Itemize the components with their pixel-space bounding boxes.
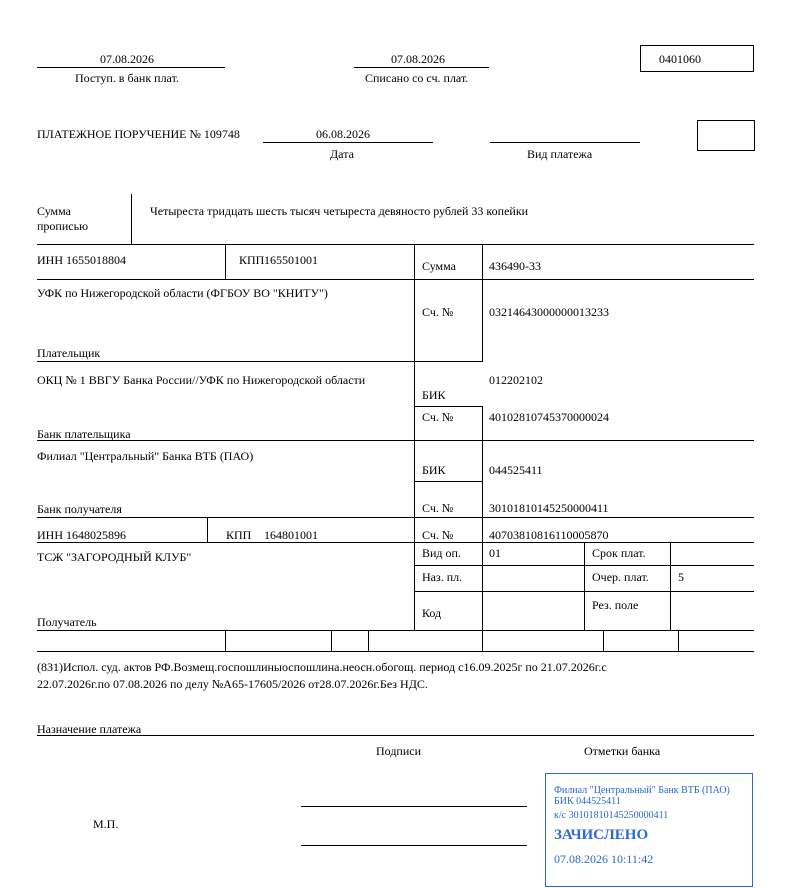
payee-bank-bik: 044525411 — [489, 463, 543, 477]
signature-line-1 — [301, 806, 527, 807]
payee-bank-label: Банк получателя — [37, 502, 122, 516]
payment-type-line — [490, 142, 640, 143]
row-line — [414, 406, 483, 407]
tax-field-divider — [482, 630, 483, 651]
payer-account-label: Сч. № — [422, 305, 454, 319]
row-line — [37, 542, 754, 543]
payer-inn: ИНН 1655018804 — [37, 253, 126, 267]
form-code-box — [640, 45, 754, 72]
row-line — [37, 440, 754, 441]
payer-bank-bik-label: БИК — [422, 388, 446, 402]
codes-divider-2 — [670, 542, 671, 630]
payee-account-label: Сч. № — [422, 528, 454, 542]
payer-sum-label: Сумма — [422, 259, 456, 273]
payee-bank-bik-label: БИК — [422, 463, 446, 477]
amount-words-divider — [131, 194, 132, 244]
tax-field-divider — [331, 630, 332, 651]
received-date: 07.08.2026 — [100, 52, 154, 66]
payer-inn-kpp-divider — [225, 244, 226, 279]
purpose-label: Назначение платежа — [37, 722, 142, 736]
row-line — [414, 481, 483, 482]
code-label: Код — [422, 606, 442, 620]
received-date-line — [37, 67, 225, 68]
purpose-code-label: Наз. пл. — [422, 570, 463, 584]
stamp-datetime: 07.08.2026 10:11:42 — [554, 852, 654, 866]
payee-kpp-label: КПП — [226, 528, 252, 542]
debited-date: 07.08.2026 — [391, 52, 445, 66]
signatures-label: Подписи — [376, 744, 422, 758]
label-column-divider — [414, 244, 415, 630]
codes-divider-1 — [584, 542, 585, 630]
op-type-label: Вид оп. — [422, 546, 461, 560]
queue-value: 5 — [678, 570, 684, 584]
payer-bank-account-label: Сч. № — [422, 410, 454, 424]
row-line — [37, 244, 754, 245]
payee-inn: ИНН 1648025896 — [37, 528, 126, 542]
tax-field-divider — [603, 630, 604, 651]
payer-label: Плательщик — [37, 346, 101, 360]
queue-label: Очер. плат. — [592, 570, 649, 584]
payee-account: 40703810816110005870 — [489, 528, 609, 542]
debited-label: Списано со сч. плат. — [365, 71, 469, 85]
payer-bank-label: Банк плательщика — [37, 427, 131, 441]
row-line — [37, 361, 483, 362]
tax-field-divider — [368, 630, 369, 651]
payee-bank-account-label: Сч. № — [422, 501, 454, 515]
value-column-divider-1 — [482, 244, 483, 362]
stamp-status: ЗАЧИСЛЕНО — [554, 827, 649, 843]
payer-kpp-label: КПП — [239, 253, 265, 267]
term-label: Срок плат. — [592, 546, 646, 560]
payer-bank-name: ОКЦ № 1 ВВГУ Банка России//УФК по Нижегородской области — [37, 373, 366, 387]
payer-name: УФК по Нижегородской области (ФГБОУ ВО "КНИТУ") — [37, 286, 328, 300]
payee-bank-account: 30101810145250000411 — [489, 501, 609, 515]
payee-bank-name: Филиал "Центральный" Банка ВТБ (ПАО) — [37, 449, 254, 463]
purpose-line-1: (831)Испол. суд. актов РФ.Возмещ.госпошлиныоспошлина.неосн.обогощ. период с16.09.2025г по 21.07.2026г.с — [37, 660, 607, 674]
row-line — [414, 591, 754, 592]
amount-words-label-1: Сумма — [37, 204, 71, 218]
payee-name: ТСЖ "ЗАГОРОДНЫЙ КЛУБ" — [37, 550, 192, 564]
tax-field-divider — [678, 630, 679, 651]
stamp-bik: БИК 044525411 — [554, 796, 621, 807]
payment-type-label: Вид платежа — [527, 147, 593, 161]
seal-label: М.П. — [93, 817, 119, 831]
order-date-label: Дата — [330, 147, 354, 161]
received-label: Поступ. в банк плат. — [75, 71, 179, 85]
order-date: 06.08.2026 — [316, 127, 370, 141]
payer-bank-account: 40102810745370000024 — [489, 410, 609, 424]
order-title: ПЛАТЕЖНОЕ ПОРУЧЕНИЕ № 109748 — [37, 127, 240, 141]
stamp-account: к/с 30101810145250000411 — [554, 810, 669, 821]
bank-marks-label: Отметки банка — [584, 744, 661, 758]
amount-words-label-2: прописью — [37, 219, 89, 233]
form-code: 0401060 — [659, 52, 701, 66]
payment-type-box — [697, 120, 755, 151]
payer-bank-bik: 012202102 — [489, 373, 543, 387]
row-line — [414, 565, 754, 566]
op-type: 01 — [489, 546, 501, 560]
row-line — [37, 279, 754, 280]
row-line — [37, 630, 754, 631]
reserve-label: Рез. поле — [592, 598, 639, 612]
row-line — [37, 735, 754, 736]
payer-account: 03214643000000013233 — [489, 305, 609, 319]
stamp-bank-name: Филиал "Центральный" Банк ВТБ (ПАО) — [554, 785, 730, 796]
payee-inn-kpp-divider — [207, 517, 208, 542]
payee-kpp: 164801001 — [264, 528, 318, 542]
purpose-line-2: 22.07.2026г.по 07.08.2026 по делу №А65-17605/2026 от28.07.2026г.Без НДС. — [37, 677, 428, 691]
amount-words-text: Четыреста тридцать шесть тысяч четыреста девяносто рублей 33 копейки — [150, 204, 529, 218]
signature-line-2 — [301, 845, 527, 846]
debited-date-line — [354, 67, 489, 68]
tax-field-divider — [225, 630, 226, 651]
payer-kpp: 165501001 — [264, 253, 318, 267]
order-date-line — [263, 142, 433, 143]
payer-sum: 436490-33 — [489, 259, 541, 273]
payee-label: Получатель — [37, 615, 97, 629]
row-line — [37, 651, 754, 652]
bank-stamp — [545, 773, 753, 887]
row-line — [37, 517, 754, 518]
